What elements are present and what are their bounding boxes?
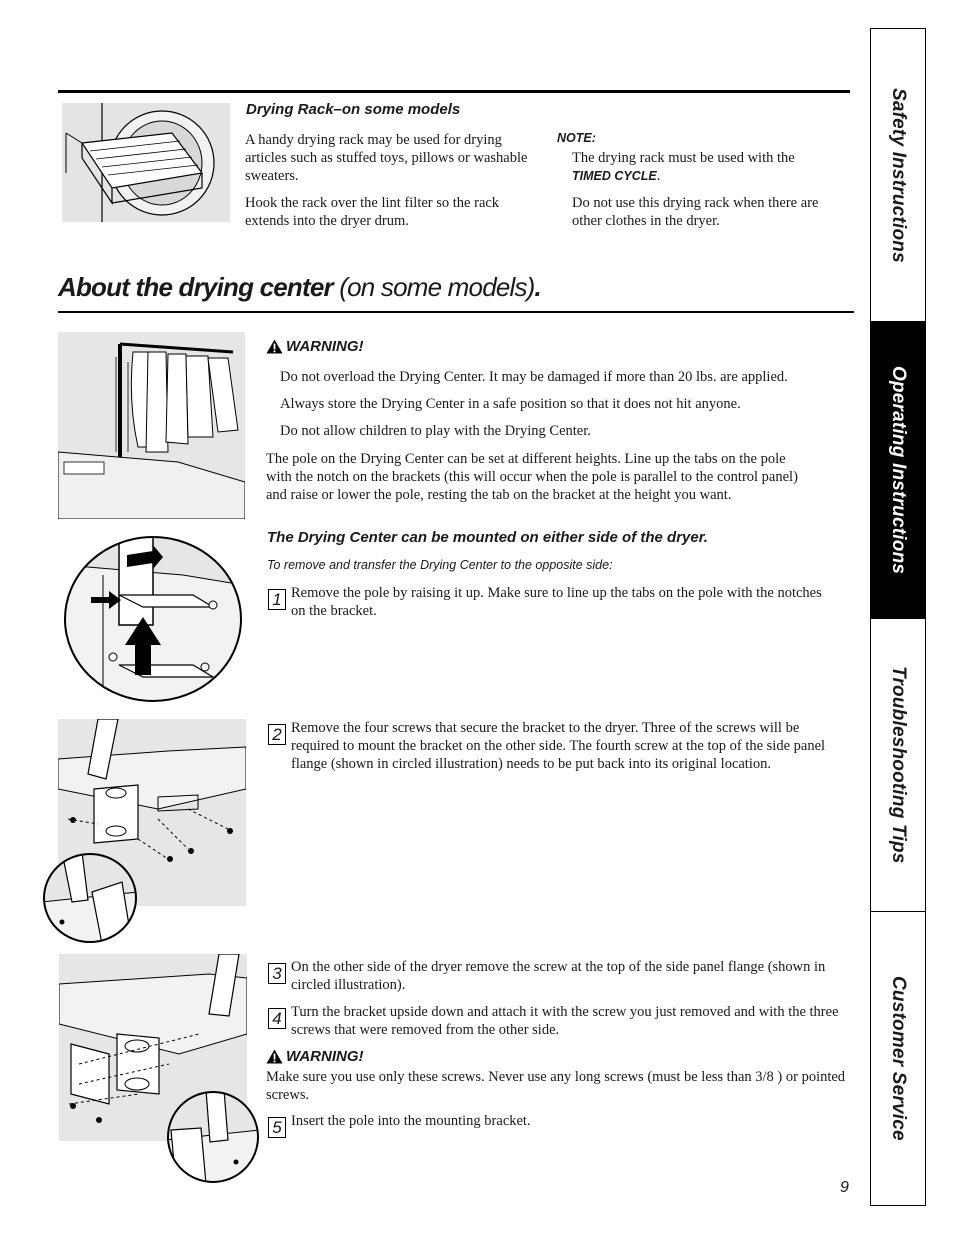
step-text-1: Remove the pole by raising it up. Make sure to line up the tabs on the pole with the notches on the bracket. xyxy=(291,585,822,619)
flange-screw-detail-illustration xyxy=(42,852,138,944)
tab-label-operating: Operating Instructions xyxy=(888,365,909,575)
mount-subheading: To remove and transfer the Drying Center to the opposite side: xyxy=(267,558,613,572)
step-text-2: Remove the four screws that secure the bracket to the dryer. Three of the screws will be required to mount the bracket on the other side. The fourth screw at the top of the side panel flange (shown in circled illustration) needs to be put back into its original location. xyxy=(291,720,826,772)
section-title xyxy=(58,272,541,303)
warning-heading-2 xyxy=(266,1048,364,1065)
warning-item-2: Always store the Drying Center in a safe position so that it does not hit anyone. xyxy=(280,396,741,412)
note-text-1-post: . xyxy=(656,168,661,184)
warning-icon xyxy=(266,339,283,354)
tab-label-troubleshooting: Troubleshooting Tips xyxy=(888,666,909,864)
timed-cycle-label: TIMED CYCLE xyxy=(572,169,657,183)
warning-item-3: Do not allow children to play with the Drying Center. xyxy=(280,423,591,439)
drying-rack-illustration xyxy=(62,103,230,222)
warning-text-2: Make sure you use only these screws. Never use any long screws (must be less than 3/8 ) or pointed screws. xyxy=(266,1069,846,1103)
tab-operating-instructions[interactable] xyxy=(871,322,925,619)
tab-troubleshooting-tips[interactable] xyxy=(871,619,925,912)
warning-icon xyxy=(266,1049,283,1064)
step-text-5: Insert the pole into the mounting bracket. xyxy=(291,1113,531,1129)
rack-paragraph-2: Hook the rack over the lint filter so the rack extends into the dryer drum. xyxy=(245,195,500,229)
sidebar-tabs xyxy=(870,28,926,1206)
tab-label-customer: Customer Service xyxy=(888,976,909,1141)
step-number-1: 1 xyxy=(268,589,286,610)
tab-label-safety: Safety Instructions xyxy=(888,87,909,263)
remove-pole-illustration xyxy=(63,535,243,705)
drying-center-clothes-illustration xyxy=(58,332,245,519)
flange-screw-detail-illustration-2 xyxy=(166,1090,260,1184)
rack-paragraph-1: A handy drying rack may be used for drying articles such as stuffed toys, pillows or washable sweaters. xyxy=(245,132,528,184)
step-number-4: 4 xyxy=(268,1008,286,1029)
step-number-2: 2 xyxy=(268,724,286,745)
section-title-normal: (on some models) xyxy=(332,272,535,302)
note-text-1-pre: The drying rack must be used with the xyxy=(572,150,795,166)
warning-item-1: Do not overload the Drying Center. It may be damaged if more than 20 lbs. are applied. xyxy=(280,369,788,385)
top-rule xyxy=(58,90,850,93)
section-title-bold: About the drying center xyxy=(58,272,333,302)
step-number-5: 5 xyxy=(268,1117,286,1138)
rack-heading: Drying Rack–on some models xyxy=(246,101,461,118)
pole-height-text: The pole on the Drying Center can be set at different heights. Line up the tabs on the pole with the notch on the brackets (this will occur when the pole is parallel to the control panel) and raise or lower the pole, resting the tab on the bracket at the height you want. xyxy=(266,451,798,503)
tab-safety-instructions[interactable] xyxy=(871,29,925,322)
tab-customer-service[interactable] xyxy=(871,912,925,1205)
step-number-3: 3 xyxy=(268,963,286,984)
warning-label-2: WARNING! xyxy=(286,1048,364,1065)
step-text-3: On the other side of the dryer remove the screw at the top of the side panel flange (shown in circled illustration). xyxy=(291,959,826,993)
note-text-2: Do not use this drying rack when there are other clothes in the dryer. xyxy=(572,195,819,229)
note-text-1 xyxy=(572,149,847,185)
mount-heading: The Drying Center can be mounted on either side of the dryer. xyxy=(267,529,708,546)
section-title-end: . xyxy=(534,272,541,302)
warning-heading-1 xyxy=(266,338,364,355)
warning-label-1: WARNING! xyxy=(286,338,364,355)
step-text-4: Turn the bracket upside down and attach it with the screw you just removed and with the three screws that were removed from the other side. xyxy=(291,1004,839,1038)
section-rule xyxy=(58,311,854,313)
page-number: 9 xyxy=(840,1179,849,1196)
note-label: NOTE: xyxy=(557,131,596,145)
